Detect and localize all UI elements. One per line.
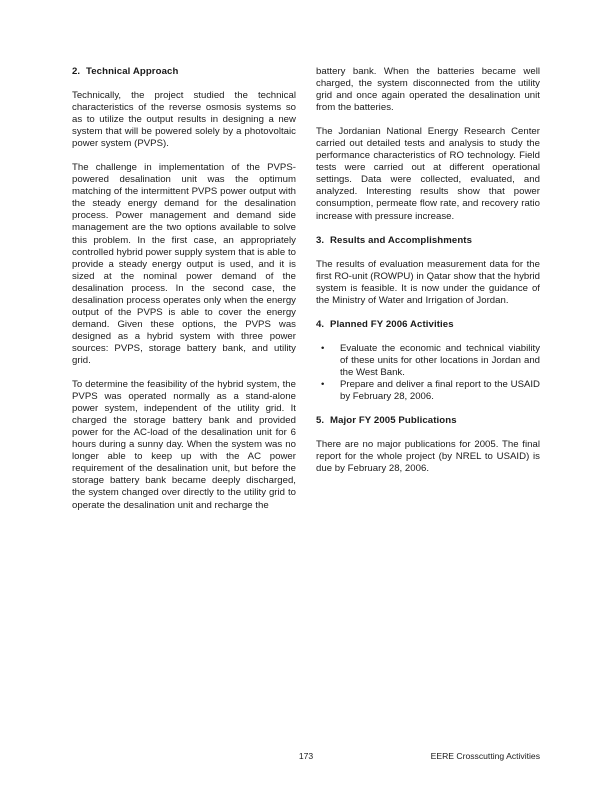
left-column	[72, 66, 296, 512]
page-number: 173	[298, 751, 314, 761]
right-column	[316, 66, 540, 475]
bullet-icon: •	[321, 378, 325, 390]
spacer	[316, 403, 540, 415]
spacer	[316, 114, 540, 126]
list-item-label: Prepare and deliver a final report to the USAID by February 28, 2006.	[340, 378, 540, 402]
heading-number: 4.	[316, 318, 325, 330]
heading-text: Major FY 2005 Publications	[330, 414, 457, 426]
page-footer	[72, 750, 540, 764]
heading-planned-fy-2006-activities	[316, 319, 540, 331]
paragraph-results: The results of evaluation measurement data for the first RO-unit (ROWPU) in Qatar show that the hybrid system is feasible. It is now under the guidance of the Ministry of Water and Irrigation of Jordan.	[316, 258, 540, 306]
heading-text: Results and Accomplishments	[330, 234, 473, 246]
heading-major-fy-2005-publications	[316, 415, 540, 427]
paragraph-challenge: The challenge in implementation of the PVPS-powered desalination unit was the optimum matching of the intermittent PVPS power output with the steady energy demand for the desalination process. Power management and demand side management are the two options available to solve this problem. In the first case, an appropriately controlled hybrid power supply system that is able to provide a steady energy output is used, and it is sized at the nominal power demand of the desalination process. In the second case, the desalination process operates only when the energy output of the PVPS is able to cover the energy demand. Given these options, the PVPS was designed as a hybrid system with three power sources: PVPS, storage battery bank, and utility grid.	[72, 162, 296, 366]
spacer	[72, 78, 296, 90]
list-item	[321, 343, 540, 379]
spacer	[72, 150, 296, 162]
paragraph-technical-intro: Technically, the project studied the technical characteristics of the reverse osmosis systems so as to utilize the output results in designing a new system that will be powered solely by a photovoltaic power system (PVPS).	[72, 90, 296, 150]
heading-text: Planned FY 2006 Activities	[330, 318, 454, 330]
heading-technical-approach	[72, 66, 296, 78]
list-item-label: Evaluate the economic and technical viability of these units for other locations in Jordan and the West Bank.	[340, 342, 540, 378]
heading-number: 5.	[316, 414, 325, 426]
spacer	[316, 247, 540, 259]
spacer	[316, 331, 540, 343]
footer-document-title: EERE Crosscutting Activities	[430, 751, 540, 761]
planned-activities-list	[316, 343, 540, 403]
spacer	[316, 427, 540, 439]
heading-results-and-accomplishments	[316, 235, 540, 247]
bullet-icon: •	[321, 342, 325, 354]
spacer	[316, 307, 540, 319]
paragraph-battery-bank: battery bank. When the batteries became well charged, the system disconnected from the utility grid and once again operated the desalination unit from the batteries.	[316, 66, 540, 114]
list-item	[321, 379, 540, 403]
spacer	[316, 223, 540, 235]
heading-number: 2.	[72, 66, 81, 77]
spacer	[72, 367, 296, 379]
heading-text: Technical Approach	[86, 66, 179, 77]
two-column-body	[72, 66, 540, 706]
paragraph-jordanian-center: The Jordanian National Energy Research Center carried out detailed tests and analysis to study the performance characteristics of RO technology. Field tests were carried out at different operational settings. Data were collected, evaluated, and analyzed. Interesting results show that power consumption, permeate flow rate, and recovery ratio increase with pressure increase.	[316, 126, 540, 222]
paragraph-publications: There are no major publications for 2005. The final report for the whole project (by NREL to USAID) is due by February 28, 2006.	[316, 438, 540, 475]
paragraph-feasibility: To determine the feasibility of the hybrid system, the PVPS was operated normally as a stand-alone power system, independent of the utility grid. It charged the storage battery bank and provided power for the AC-load of the desalination unit for 6 hours during a sunny day. When the system was no longer able to keep up with the AC power requirement of the desalination unit, but before the storage battery bank became deeply discharged, the system changed over directly to the utility grid to operate the desalination unit and recharge the	[72, 379, 296, 511]
heading-number: 3.	[316, 234, 325, 246]
